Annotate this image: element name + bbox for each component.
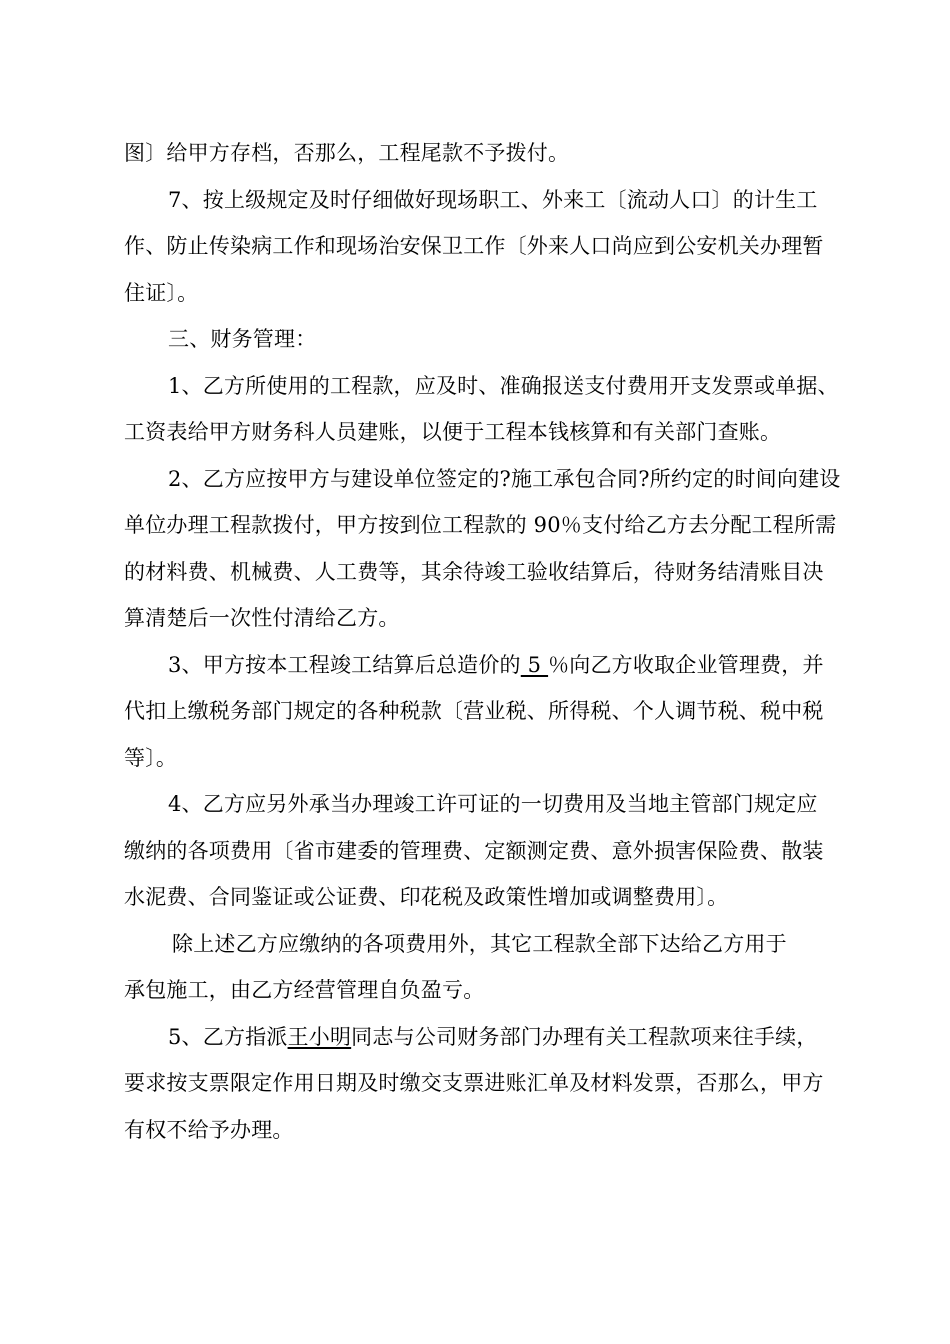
text-line: 图〕给甲方存档，否那么，工程尾款不予拨付。 [124, 141, 570, 165]
text-line: 住证〕。 [124, 280, 199, 305]
person-name: 王小明 [287, 1024, 352, 1049]
text-line: 4、乙方应另外承当办理竣工许可证的一切费用及当地主管部门规定应 [168, 792, 818, 816]
paragraph-finance-3 [124, 642, 869, 782]
paragraph-finance-note [124, 921, 869, 1014]
text-segment: ％向乙方收取企业管理费，并 [548, 652, 824, 677]
text-line: 作、防止传染病工作和现场治安保卫工作〔外来人口尚应到公安机关办理暂 [124, 234, 824, 258]
text-line: 代扣上缴税务部门规定的各种税款〔营业税、所得税、个人调节税、税中税 [124, 699, 824, 723]
text-line: 算清楚后一次性付清给乙方。 [124, 606, 400, 630]
text-line [124, 642, 869, 689]
text-line: 7、按上级规定及时仔细做好现场职工、外来工〔流动人口〕的计生工 [168, 187, 818, 212]
text-line: 的材料费、机械费、人工费等，其余待竣工验收结算后，待财务结清账目决 [124, 559, 824, 584]
text-segment: 5、乙方指派 [168, 1024, 288, 1049]
text-segment: 3、甲方按本工程竣工结算后总造价的 [168, 652, 521, 677]
text-line: 有权不给予办理。 [124, 1117, 294, 1142]
text-line: 工资表给甲方财务科人员建账，以便于工程本钱核算和有关部门查账。 [124, 420, 782, 444]
fee-percent-value: 5 [520, 652, 549, 677]
paragraph-finance-2 [124, 456, 869, 642]
paragraph-finance-1 [124, 363, 869, 456]
text-line: 等〕。 [124, 745, 178, 770]
text-line: 要求按支票限定作用日期及时缴交支票进账汇单及材料发票，否那么，甲方 [124, 1071, 824, 1095]
text-segment: 同志与公司财务部门办理有关工程款项来往手续， [351, 1024, 818, 1049]
text-line: 承包施工，由乙方经营管理自负盈亏。 [124, 978, 485, 1002]
document-body [124, 130, 869, 1153]
text-line: 除上述乙方应缴纳的各项费用外，其它工程款全部下达给乙方用于 [172, 931, 787, 956]
paragraph-finance-4 [124, 781, 869, 921]
text-line: 2、乙方应按甲方与建设单位签定的?施工承包合同?所约定的时间向建设 [168, 466, 841, 491]
text-line: 1、乙方所使用的工程款，应及时、准确报送支付费用开支发票或单据、 [168, 373, 839, 398]
text-line: 单位办理工程款拨付，甲方按到位工程款的 90％支付给乙方去分配工程所需 [124, 513, 837, 537]
paragraph-finance-5 [124, 1014, 869, 1154]
paragraph-item-7 [124, 177, 869, 317]
text-line [124, 1014, 869, 1061]
section-heading: 三、财务管理： [168, 327, 317, 351]
text-line: 水泥费、合同鉴证或公证费、印花税及政策性增加或调整费用〕。 [124, 885, 729, 909]
text-line: 缴纳的各项费用〔省市建委的管理费、定额测定费、意外损害保险费、散装 [124, 838, 824, 863]
section-heading-finance [124, 316, 869, 363]
paragraph-continuation [124, 130, 869, 177]
